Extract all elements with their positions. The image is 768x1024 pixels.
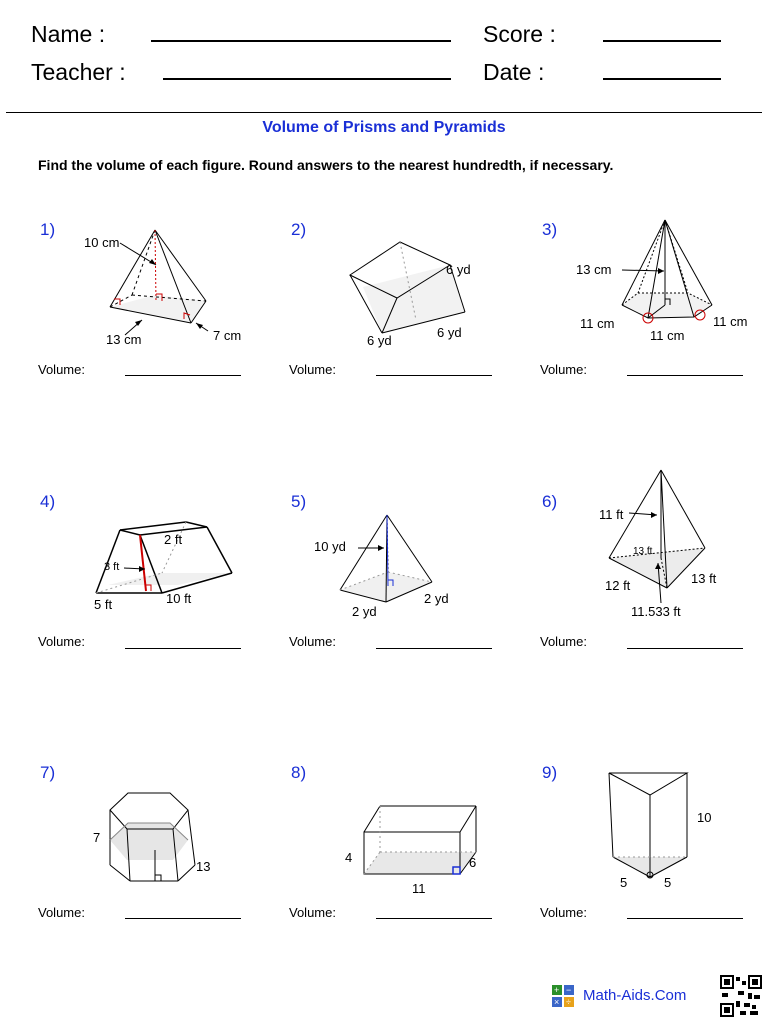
fig3-label-height: 13 cm — [576, 262, 612, 277]
fig9-label-left: 5 — [620, 875, 628, 890]
answer-line-2[interactable] — [376, 375, 492, 376]
fig6-label-height: 11 ft — [599, 507, 624, 522]
fig8-label-width: 6 — [469, 855, 477, 870]
date-field[interactable] — [603, 78, 721, 80]
qr-code-icon — [720, 975, 762, 1017]
teacher-label: Teacher : — [31, 59, 126, 85]
footer-site-link[interactable]: Math-Aids.Com — [583, 987, 687, 1004]
fig2-label-height: 6 yd — [446, 262, 471, 277]
answer-line-6[interactable] — [627, 648, 743, 649]
svg-text:÷: ÷ — [566, 997, 571, 1007]
teacher-field[interactable] — [163, 78, 451, 80]
problem-number-8: 8) — [291, 763, 307, 782]
answer-line-7[interactable] — [125, 918, 241, 919]
figure-4-trapezoid-prism — [90, 515, 250, 615]
problem-number-6: 6) — [542, 492, 558, 511]
svg-text:−: − — [566, 985, 572, 995]
figure-9-tri-prism — [595, 765, 745, 900]
fig2-label-front: 6 yd — [367, 333, 392, 348]
volume-label-3: Volume: — [540, 362, 587, 377]
figure-8-rect-prism — [340, 800, 490, 900]
fig7-label-side: 7 — [93, 830, 101, 845]
volume-label-2: Volume: — [289, 362, 336, 377]
fig4-label-top: 2 ft — [164, 532, 183, 547]
volume-label-7: Volume: — [38, 905, 85, 920]
problem-number-5: 5) — [291, 492, 307, 511]
problem-number-2: 2) — [291, 220, 307, 239]
figure-6-tri-pyramid — [595, 465, 760, 625]
fig8-label-height: 4 — [345, 850, 353, 865]
fig7-label-height: 13 — [196, 859, 211, 874]
math-aids-logo-icon — [552, 985, 574, 1007]
answer-line-1[interactable] — [125, 375, 241, 376]
fig6-label-right: 13 ft — [691, 571, 717, 586]
fig1-label-base: 13 cm — [106, 332, 142, 347]
answer-line-4[interactable] — [125, 648, 241, 649]
instructions: Find the volume of each figure. Round answers to the nearest hundredth, if necessary. — [38, 157, 614, 173]
volume-label-9: Volume: — [540, 905, 587, 920]
figure-1-rect-pyramid — [80, 225, 260, 350]
fig5-label-base-right: 2 yd — [424, 591, 449, 606]
fig3-label-side-bottom: 11 cm — [650, 328, 685, 343]
date-label: Date : — [483, 59, 545, 85]
fig5-label-base-left: 2 yd — [352, 604, 377, 619]
score-field[interactable] — [603, 40, 721, 42]
fig4-label-length: 10 ft — [166, 591, 192, 606]
fig4-label-bottom: 5 ft — [94, 597, 113, 612]
problem-number-1: 1) — [40, 220, 56, 239]
problem-number-4: 4) — [40, 492, 56, 511]
answer-line-9[interactable] — [627, 918, 743, 919]
problem-number-3: 3) — [542, 220, 558, 239]
name-label: Name : — [31, 21, 106, 47]
fig6-label-base-top: 13 ft — [633, 546, 653, 557]
problem-number-9: 9) — [542, 763, 558, 782]
figure-5-square-pyramid — [310, 510, 460, 625]
figure-7-hex-prism — [85, 785, 225, 890]
svg-text:+: + — [554, 985, 560, 995]
problem-number-7: 7) — [40, 763, 56, 782]
name-field[interactable] — [151, 40, 451, 42]
fig2-label-side: 6 yd — [437, 325, 462, 340]
fig1-label-slant: 10 cm — [84, 235, 120, 250]
figure-3-hex-pyramid — [570, 215, 760, 345]
volume-label-6: Volume: — [540, 634, 587, 649]
fig1-label-side: 7 cm — [213, 328, 242, 343]
fig3-label-side-right: 11 cm — [713, 314, 748, 329]
fig4-label-height: 3 ft — [104, 561, 120, 573]
fig9-label-height: 10 — [697, 810, 712, 825]
score-label: Score : — [483, 21, 556, 47]
fig5-label-height: 10 yd — [314, 539, 346, 554]
figure-2-cube — [340, 235, 490, 350]
svg-text:×: × — [554, 997, 560, 1007]
volume-label-5: Volume: — [289, 634, 336, 649]
fig3-label-side-left: 11 cm — [580, 316, 615, 331]
fig8-label-length: 11 — [412, 881, 426, 896]
worksheet-title: Volume of Prisms and Pyramids — [262, 119, 506, 136]
volume-label-8: Volume: — [289, 905, 336, 920]
fig9-label-right: 5 — [664, 875, 672, 890]
fig6-label-left: 12 ft — [605, 578, 631, 593]
answer-line-5[interactable] — [376, 648, 492, 649]
fig6-label-altitude: 11.533 ft — [631, 604, 681, 619]
volume-label-1: Volume: — [38, 362, 85, 377]
answer-line-3[interactable] — [627, 375, 743, 376]
answer-line-8[interactable] — [376, 918, 492, 919]
header-divider — [6, 112, 762, 113]
volume-label-4: Volume: — [38, 634, 85, 649]
